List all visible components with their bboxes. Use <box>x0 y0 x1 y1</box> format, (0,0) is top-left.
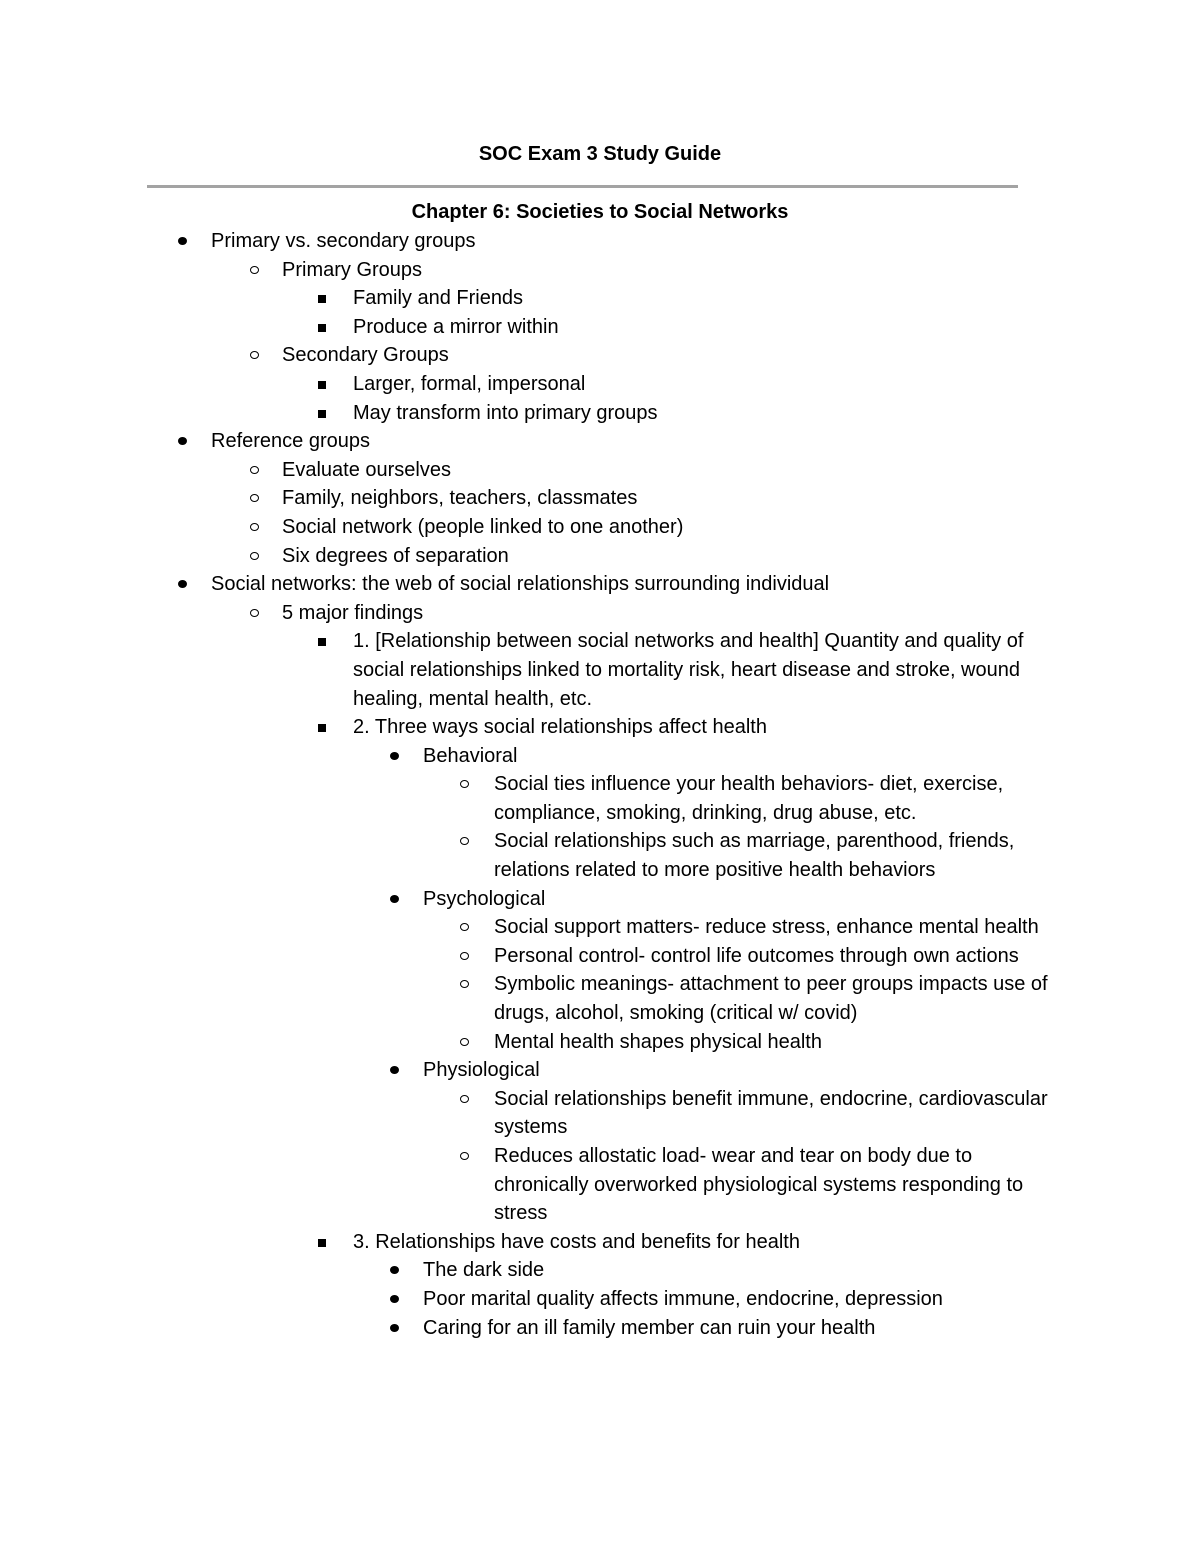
list-item <box>0 484 1200 513</box>
list-item-text: Evaluate ourselves <box>282 458 451 481</box>
list-item-text: Social ties influence your health behaviors- diet, exercise, compliance, smoking, drinking, drug abuse, etc. <box>494 773 1004 824</box>
list-item-text: Personal control- control life outcomes through own actions <box>494 944 1019 967</box>
list-item-text: Psychological <box>423 887 546 910</box>
list-item <box>0 1228 1200 1257</box>
list-item-text: 2. Three ways social relationships affect health <box>353 716 767 739</box>
list-item-text: 3. Relationships have costs and benefits for health <box>353 1230 800 1253</box>
list-item-text: The dark side <box>423 1259 545 1282</box>
list-item-text: 5 major findings <box>282 601 424 624</box>
list-item <box>0 399 1200 428</box>
list-item <box>0 770 1200 827</box>
list-item-text: Reference groups <box>211 430 370 453</box>
list-item <box>0 513 1200 542</box>
list-item-text: May transform into primary groups <box>353 401 658 424</box>
list-item <box>0 370 1200 399</box>
list-item-text: Social networks: the web of social relationships surrounding individual <box>211 573 830 596</box>
list-item <box>0 1056 1200 1085</box>
list-item <box>0 970 1200 1027</box>
list-item-text: Poor marital quality affects immune, endocrine, depression <box>423 1287 943 1310</box>
list-item <box>0 742 1200 771</box>
list-item <box>0 1256 1200 1285</box>
list-item <box>0 256 1200 285</box>
list-item <box>0 885 1200 914</box>
list-item <box>0 827 1200 884</box>
list-item-text: Produce a mirror within <box>353 315 559 338</box>
list-item-text: Larger, formal, impersonal <box>353 372 586 395</box>
list-item <box>0 1285 1200 1314</box>
list-item-text: Secondary Groups <box>282 344 449 367</box>
list-item-text: Reduces allostatic load- wear and tear on body due to chronically overworked physiological systems responding to stress <box>494 1145 1024 1225</box>
list-item-text: Social network (people linked to one another) <box>282 515 684 538</box>
list-item <box>0 542 1200 571</box>
list-item <box>0 284 1200 313</box>
list-item <box>0 599 1200 628</box>
list-item-text: Caring for an ill family member can ruin your health <box>423 1316 876 1339</box>
list-item <box>0 942 1200 971</box>
list-item <box>0 627 1200 713</box>
list-item <box>0 427 1200 456</box>
list-item <box>0 1142 1200 1228</box>
chapter-heading: Chapter 6: Societies to Social Networks <box>411 201 789 223</box>
list-item <box>0 227 1200 256</box>
outline-list <box>0 227 1200 1342</box>
list-item-text: Social relationships such as marriage, parenthood, friends, relations related to more positive health behaviors <box>494 830 1015 882</box>
list-item <box>0 913 1200 942</box>
list-item <box>0 1028 1200 1057</box>
document-title: SOC Exam 3 Study Guide <box>478 143 722 165</box>
list-item <box>0 313 1200 342</box>
list-item-text: 1. [Relationship between social networks and health] Quantity and quality of social relationships linked to mortality risk, heart disease and stroke, wound healing, mental health, etc. <box>353 630 1024 710</box>
list-item-text: Social relationships benefit immune, endocrine, cardiovascular systems <box>494 1087 1048 1139</box>
list-item-text: Symbolic meanings- attachment to peer groups impacts use of drugs, alcohol, smoking (critical w/ covid) <box>494 973 1048 1025</box>
list-item-text: Primary vs. secondary groups <box>211 230 476 252</box>
list-item-text: Physiological <box>423 1059 540 1082</box>
list-item-text: Primary Groups <box>282 258 423 281</box>
list-item <box>0 570 1200 599</box>
list-item <box>0 341 1200 370</box>
list-item-text: Family, neighbors, teachers, classmates <box>282 487 638 510</box>
list-item-text: Social support matters- reduce stress, enhance mental health <box>494 916 1039 939</box>
list-item-text: Mental health shapes physical health <box>494 1030 822 1053</box>
list-item-text: Family and Friends <box>353 287 524 310</box>
list-item <box>0 1314 1200 1343</box>
list-item <box>0 1085 1200 1142</box>
list-item <box>0 713 1200 742</box>
list-item-text: Behavioral <box>423 744 518 767</box>
title-divider <box>147 185 1018 188</box>
list-item <box>0 456 1200 485</box>
list-item-text: Six degrees of separation <box>282 544 509 567</box>
